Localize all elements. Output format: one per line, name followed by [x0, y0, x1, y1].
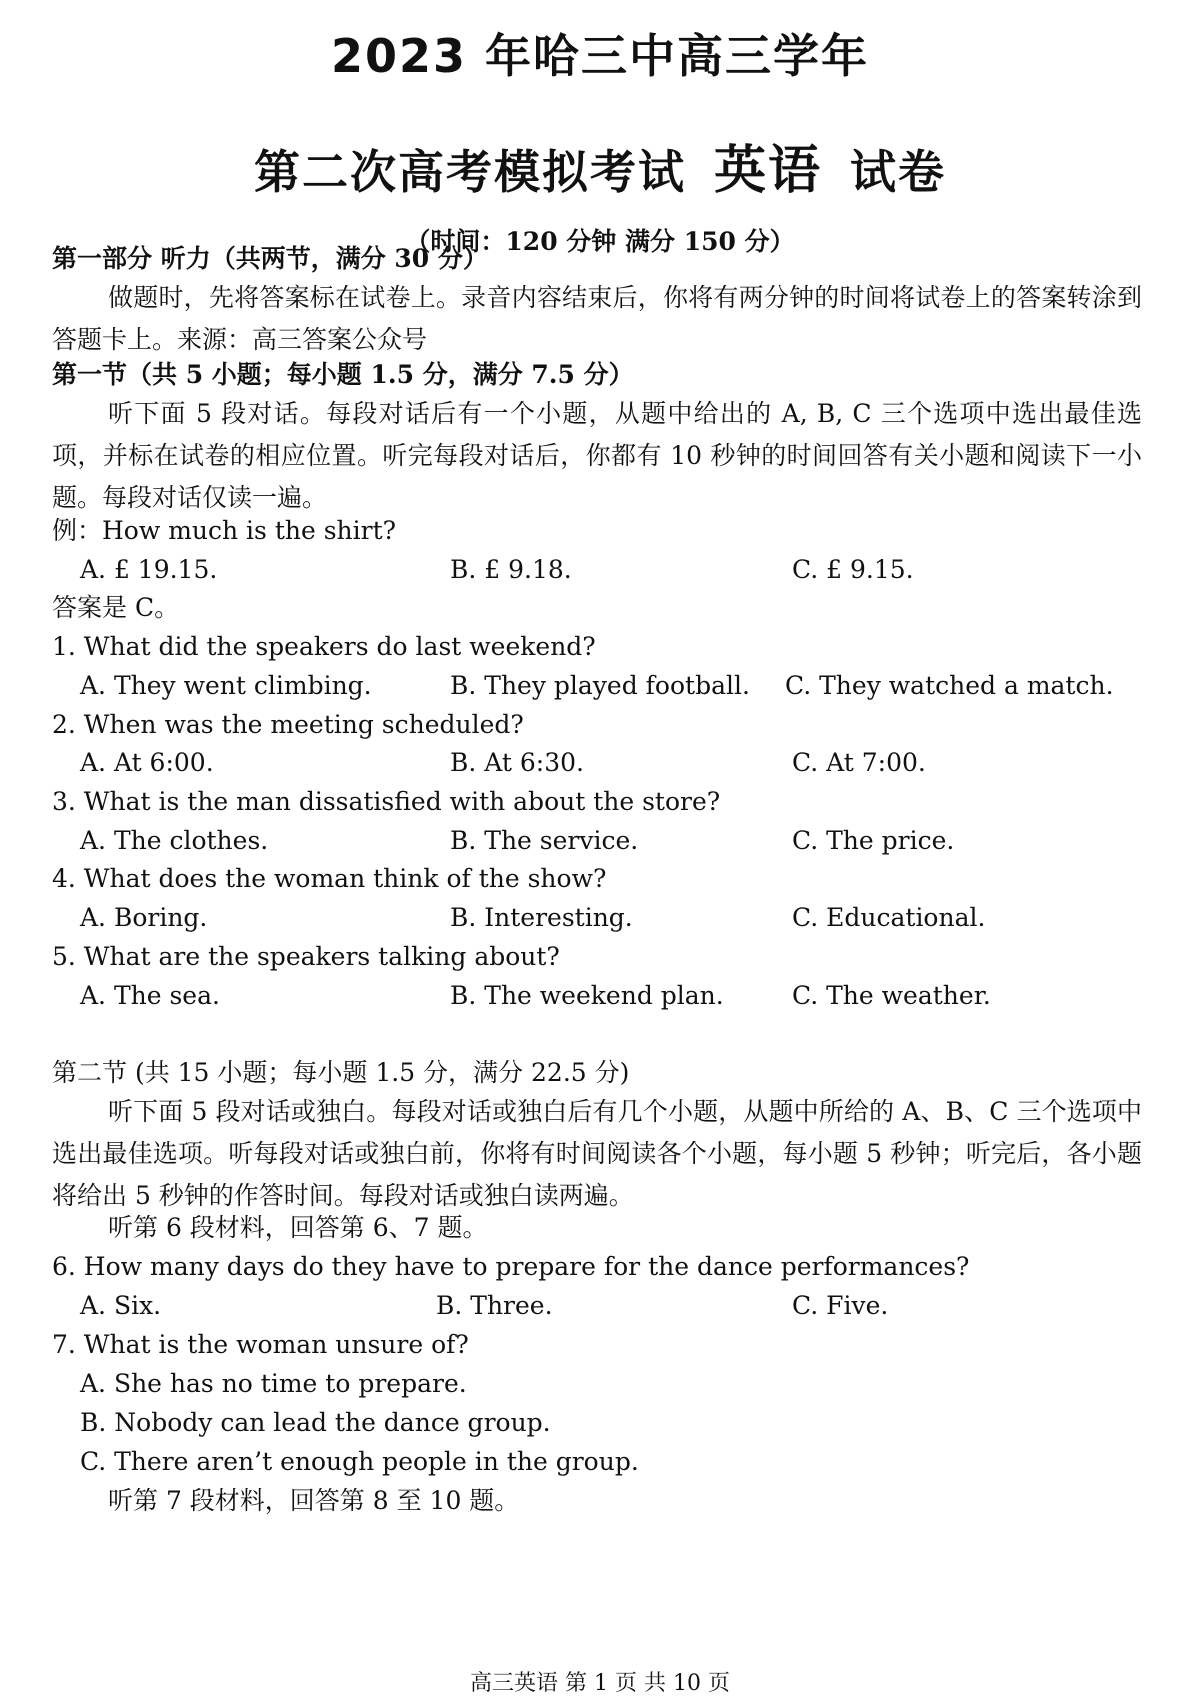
question-6: 6. How many days do they have to prepare for the dance performances?: [52, 1252, 970, 1281]
question-2-option-c: C. At 7:00.: [792, 748, 926, 777]
question-4: 4. What does the woman think of the show?: [52, 864, 607, 893]
example-option-b: B. £ 9.18.: [450, 555, 572, 584]
question-2-option-b: B. At 6:30.: [450, 748, 584, 777]
section1-heading: 第一节（共 5 小题；每小题 1.5 分，满分 7.5 分）: [52, 360, 634, 389]
section1-instructions: 听下面 5 段对话。每段对话后有一个小题，从题中给出的 A, B, C 三个选项中选出最佳选项，并标在试卷的相应位置。听完每段对话后，你都有 10 秒钟的时间回答有关小题和阅读下一小题。每段对话仅读一遍。: [52, 399, 1142, 512]
exam-title-line2: [0, 128, 1200, 203]
question-4-option-a: A. Boring.: [80, 903, 208, 932]
question-1-option-b: B. They played football.: [450, 671, 750, 700]
question-7: 7. What is the woman unsure of?: [52, 1330, 469, 1359]
question-1-option-c: C. They watched a match.: [785, 671, 1114, 700]
example-answer: 答案是 C。: [52, 593, 180, 622]
question-5-option-b: B. The weekend plan.: [450, 981, 724, 1010]
question-3: 3. What is the man dissatisfied with about the store?: [52, 787, 721, 816]
question-7-option-a: A. She has no time to prepare.: [80, 1369, 467, 1398]
exam-time-info: （时间：120 分钟 满分 150 分）: [405, 227, 795, 256]
question-3-option-a: A. The clothes.: [80, 826, 269, 855]
question-5: 5. What are the speakers talking about?: [52, 942, 560, 971]
question-1-option-a: A. They went climbing.: [80, 671, 372, 700]
example-option-a: A. £ 19.15.: [80, 555, 218, 584]
question-2: 2. When was the meeting scheduled?: [52, 710, 524, 739]
exam-title-line1: 2023 年哈三中高三学年: [330, 29, 870, 83]
page-footer: 高三英语 第 1 页 共 10 页: [470, 1671, 730, 1696]
section2-heading: 第二节 (共 15 小题；每小题 1.5 分，满分 22.5 分): [52, 1058, 630, 1087]
question-7-option-b: B. Nobody can lead the dance group.: [80, 1408, 551, 1437]
material-6-note: 听第 6 段材料，回答第 6、7 题。: [108, 1213, 488, 1242]
part1-instructions: 做题时，先将答案标在试卷上。录音内容结束后，你将有两分钟的时间将试卷上的答案转涂到答题卡上。来源：高三答案公众号: [52, 283, 1142, 354]
question-3-option-b: B. The service.: [450, 826, 639, 855]
question-2-option-a: A. At 6:00.: [80, 748, 214, 777]
material-7-note: 听第 7 段材料，回答第 8 至 10 题。: [108, 1486, 520, 1515]
example-option-c: C. £ 9.15.: [792, 555, 914, 584]
exam-subject: 英语: [713, 141, 822, 201]
question-6-option-b: B. Three.: [436, 1291, 553, 1320]
question-6-option-a: A. Six.: [80, 1291, 162, 1320]
question-6-option-c: C. Five.: [792, 1291, 889, 1320]
example-question: 例：How much is the shirt?: [52, 516, 397, 545]
part1-heading: 第一部分 听力（共两节，满分 30 分）: [52, 244, 488, 273]
section2-instructions: 听下面 5 段对话或独白。每段对话或独白后有几个小题，从题中所给的 A、B、C 三个选项中选出最佳选项。听每段对话或独白前，你将有时间阅读各个小题，每小题 5 秒钟；听完后，各小题将给出 5 秒钟的作答时间。每段对话或独白读两遍。: [52, 1097, 1142, 1210]
question-7-option-c: C. There aren’t enough people in the group.: [80, 1447, 639, 1476]
question-5-option-c: C. The weather.: [792, 981, 991, 1010]
question-4-option-b: B. Interesting.: [450, 903, 633, 932]
question-3-option-c: C. The price.: [792, 826, 955, 855]
question-1: 1. What did the speakers do last weekend?: [52, 632, 596, 661]
exam-title-suffix: 试卷: [850, 145, 946, 199]
question-5-option-a: A. The sea.: [80, 981, 220, 1010]
question-4-option-c: C. Educational.: [792, 903, 986, 932]
exam-title-prefix: 第二次高考模拟考试: [253, 145, 686, 199]
